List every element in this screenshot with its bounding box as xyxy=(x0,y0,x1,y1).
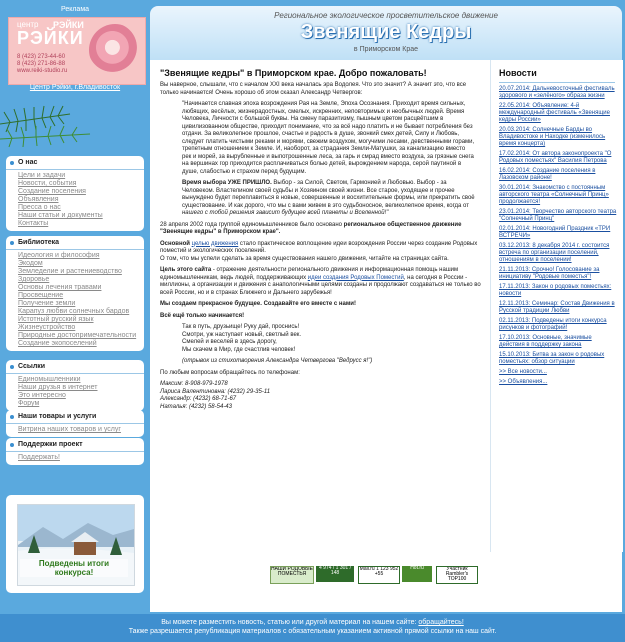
sidebar-section-title: Библиотека xyxy=(6,236,144,250)
sidebar-item-articles[interactable]: Наши статьи и документы xyxy=(18,212,103,219)
ad-label: Реклама xyxy=(60,6,90,13)
news-item[interactable]: 17.10.2013: Основные, значимые действия в поддержку закона xyxy=(499,335,592,348)
site-title[interactable]: Звенящие Кедры xyxy=(300,21,472,43)
quote-block xyxy=(182,101,476,218)
news-item[interactable]: 15.10.2013: Битва за закон о родовых поместьях: обзор ситуации xyxy=(499,352,605,365)
counter-liveinternet[interactable]: 4 974 / 1 301 / 148 xyxy=(316,566,354,582)
republish-notice: Также разрешается републикация материалов с обязательным указанием активной прямой ссылки на наш сайт. xyxy=(128,628,497,635)
sidebar-item-forum[interactable]: Форум xyxy=(18,400,40,407)
sidebar-item-bards[interactable]: Карапуз любви солнечных бардов xyxy=(18,308,130,315)
news-item[interactable]: 23.01.2014: Творчество авторского театра "Солнечный Принц" xyxy=(499,209,617,222)
publish-notice: Вы можете разместить новость, статью или другой материал на нашем сайте: обращайтесь! xyxy=(161,619,464,626)
sidebar-item-language[interactable]: Истотный русский язык xyxy=(18,316,94,323)
cedar-branch-image xyxy=(0,94,150,154)
sidebar-item-herbs[interactable]: Основы лечения травами xyxy=(18,284,102,291)
counter-mailru[interactable]: Mail.ru 1 123 952 +55 xyxy=(358,566,400,584)
sidebar-section-about xyxy=(6,156,144,231)
sidebar-item-friends[interactable]: Наши друзья в интернет xyxy=(18,384,98,391)
bottom-notice xyxy=(0,614,625,642)
intro-paragraph: Вы наверное, слышали, что с началом XXI века началась эра Водолея. Что это значит? А значит это, что все только начинается! Очень хорошо об этом сказал Александр Четвергов: xyxy=(160,82,467,96)
page-title: "Звенящие кедры" в Приморском крае. Добро пожаловать! xyxy=(160,68,427,78)
sidebar-section-links xyxy=(6,360,144,411)
sidebar-item-ads[interactable]: Объявления xyxy=(18,196,59,203)
sidebar-item-nature[interactable]: Природные достопримечательности xyxy=(18,332,137,339)
contact-us-link[interactable]: обращайтесь! xyxy=(418,619,464,626)
sidebar-item-interesting[interactable]: Это интересно xyxy=(18,392,66,399)
sidebar-section-title: Ссылки xyxy=(6,360,144,374)
sidebar-item-life[interactable]: Жизнеустройство xyxy=(18,324,76,331)
main-content xyxy=(150,60,490,552)
sidebar-item-health[interactable]: Здоровье xyxy=(18,276,50,283)
sidebar-item-land[interactable]: Получение земли xyxy=(18,300,76,307)
begin-line: Всё ещё только начинается! xyxy=(160,312,245,319)
news-item[interactable]: 20.07.2014: Дальневосточный фестиваль здорового и «зелёного» образа жизни xyxy=(499,86,615,99)
banner-word: РЭЙКИ xyxy=(53,20,84,30)
sidebar-item-showcase[interactable]: Витрина наших товаров и услуг xyxy=(18,426,121,433)
sidebar-item-likeminded[interactable]: Единомышленники xyxy=(18,376,81,383)
founding-paragraph: 28 апреля 2002 года группой единомышленников было основано региональное общественное движение "Звенящие кедры" в Приморском крае". xyxy=(160,221,462,235)
settlements-idea-link[interactable]: идеи создания Родовых Поместий xyxy=(307,274,404,281)
sidebar-item-ideology[interactable]: Идеология и философия xyxy=(18,252,100,259)
poem-source: (отрывок из стихотворения Александра Четвергова "Ведрусс я!") xyxy=(182,358,373,364)
sidebar-section-title: О нас xyxy=(6,156,144,170)
support-line: Создание и поддержка сайта: Александр Журавлёв xyxy=(301,602,471,609)
left-column xyxy=(0,0,150,642)
sidebar-item-support[interactable]: Поддержать! xyxy=(18,454,60,461)
news-title: Новости xyxy=(499,68,537,78)
sidebar-item-settlement[interactable]: Создание поселения xyxy=(18,188,86,195)
sidebar-item-ecohouse[interactable]: Экодом xyxy=(18,260,43,267)
news-item[interactable]: 30.01.2014: Знакомство с постоянным авторского театра «Солнечный Принц» продолжается! xyxy=(499,185,609,205)
reiki-ad-banner[interactable] xyxy=(8,17,146,85)
goal-link[interactable]: целью движения xyxy=(191,240,239,247)
copyright-text: © 2002-2013 Звенящие кедры в Приморском крае xyxy=(304,594,468,601)
news-item[interactable]: 22.05.2014: Объявление: 4-й международный фестиваль «Звенящие кедры России» xyxy=(499,103,610,123)
sidebar-item-education[interactable]: Просвещение xyxy=(18,292,64,299)
news-item[interactable]: 21.11.2013: Срочно! Голосование за инициативу "Родовые поместья"! xyxy=(499,267,600,280)
contest-banner[interactable] xyxy=(6,495,144,593)
poem: Так в путь, друзьище! Руку дай, проснись! Смотри, уж наступает новый, светлый век. Смелей и веселей в здесь дорогу, Мы скачем в Мир, где счастлив человек! (отрывок из стихотворения Александра Четвергова "Ведрусс я!") xyxy=(182,324,482,366)
site-goal-paragraph: Цель этого сайта - отражение деятельности регионального движения и информационная помощь нашим единомышленникам, ведь людей, поддерживающих идеи создания Родовых Поместий, на сегодня в России - миллионы, а организации и движения с анапологичными целями созданы и продолжают создаваться не только во всей России, но и в странах Ближнего и Дальнего зарубежья! xyxy=(160,267,481,296)
contacts-list: Максим: 8-908-979-1978 Лариса Валентиновна: (4232) 29-35-11 Александр: (4232) 68-71-67 Наталья: (4232) 58-54-43 xyxy=(160,381,271,410)
all-ads-link[interactable]: >> Объявления... xyxy=(499,379,548,385)
sidebar-section-library xyxy=(6,236,144,351)
quote-paragraph-1: "Начинается славная эпоха возрождения Рая на Земле, Эпоха Осознания. Приходит время сильных, любящих, весёлых, жизнерадостных, смелых, искренних, неповторимых и необычных людей. Время Человека, Личности с большой буквы. На смену паразитизму, пышным цветом расцвётшим в цивилизованном обществе, приходит понимание, что за всё надо платить и не бывает потребления без отдачи. За великолепное прошлое, счастье и радость в душе, звонкий смех детей, Силу и Любовь, следует платить чистыми реками и морями, свежим воздухом, могучими лесами, девственными горами, трепетным отношением к Земле. И, наоборот, за страдания Земли-Матушки, за канализацию вместо рек и морей, за вырубленные и выпотрошенные леса, за гарь и смрад вместо воздуха, за грязные снега на вершинах гор приходится расплачиваться болью детей, вырождением народа, серой паутиной в душе, слабостью и страхом перед будущим. xyxy=(182,101,475,175)
counter-rodovye[interactable]: НАШИ РОДОВЫЕ ПОМЕСТЬЯ xyxy=(270,566,314,584)
sidebar-item-press[interactable]: Пресса о нас xyxy=(18,204,61,211)
ad-link[interactable]: Центр Рэйки, г.Владивосток xyxy=(29,84,121,91)
header-subtitle: Региональное экологическое просветительское движение xyxy=(274,11,498,20)
sidebar-section-support xyxy=(6,438,144,465)
news-item[interactable]: 03.12.2013: 8 декабря 2014 г. состоится встреча по организации поселений, отношениям в поселении! xyxy=(499,243,610,263)
sidebar-section-goods xyxy=(6,410,144,437)
contest-caption: Подведены итоги конкурса! xyxy=(20,559,128,577)
news-item[interactable]: 16.02.2014: Создание поселения в Лазовском районе! xyxy=(499,168,596,181)
news-item[interactable]: 17.11.2013: Закон о родовых поместьях: новости xyxy=(499,284,612,297)
author-link[interactable]: Александр Журавлёв xyxy=(400,602,471,609)
goal-paragraph: Основной целью движения стало практическое воплощение идеи возрождения России через создание Родовых поместий и экологических поселений. О том, что мы успели сделать за время существования нашего движения, читайте на страницах сайта. xyxy=(160,240,478,262)
news-item[interactable]: 12.11.2013: Семинар: Состав Движения в Русской традиции Любви xyxy=(499,301,615,314)
site-header xyxy=(150,6,622,60)
counter-rambler[interactable]: Участник Rambler's TOP100 xyxy=(436,566,478,584)
news-column xyxy=(490,60,623,552)
sidebar-item-news[interactable]: Новости, события xyxy=(18,180,77,187)
banner-title: РЭЙКИ xyxy=(17,28,84,48)
news-item[interactable]: 02.01.2014: Новогодний Праздник «ТРИ ВСТРЕЧИ» xyxy=(499,226,611,239)
news-item[interactable]: 02.11.2013: Подведены итоги конкурса рисунков и фотографий! xyxy=(499,318,607,331)
sidebar-item-ecovillages[interactable]: Создание экопоселений xyxy=(18,340,97,347)
banner-center: центр xyxy=(17,20,39,29)
counter-hotru[interactable]: Hot.ru xyxy=(402,566,432,582)
copyright-block xyxy=(150,594,622,610)
news-item[interactable]: 20.03.2014: Солнечные Барды во Владивостоке и Находке (изменилось время концерта) xyxy=(499,127,606,147)
sidebar-item-contacts[interactable]: Контакты xyxy=(18,220,49,227)
sidebar-item-farming[interactable]: Земледелие и растениеводство xyxy=(18,268,122,275)
sidebar-section-title: Наши товары и услуги xyxy=(6,410,144,424)
header-region: в Приморском Крае xyxy=(353,46,419,53)
all-news-link[interactable]: >> Все новости... xyxy=(499,369,547,375)
news-item[interactable]: 17.02.2014: От автора законопроекта "О Родовых поместьях" Василия Петрова xyxy=(499,151,612,164)
sidebar-section-title: Поддержки проект xyxy=(6,438,144,452)
future-line: Мы создаем прекрасное будущее. Создавайте его вместе с нами! xyxy=(160,301,356,307)
contacts-lead: По любым вопросам обращайтесь по телефонам: xyxy=(160,369,300,376)
quote-paragraph-2: Время выбора УЖЕ ПРИШЛО. Выбор - за Силой, Светом, Гармонией и Любовью. Выбор - за Человеком. Властелином своей судьбы и Хозяином своей жизни. Все старое, уходящее и прочее вынуждено будет переплавиться в новые, совершенные и восхитительные формы, или прекратить своё существование. И как дорого, что мы с вами живем в это судьбоносное, великолепное время, когда от нашего с тобой решения зависит будущее всей планеты и Вселенной!" xyxy=(182,180,475,216)
sidebar-item-goals[interactable]: Цели и задачи xyxy=(18,172,66,179)
rose-image xyxy=(89,24,141,76)
banner-contacts: 8 (423) 273-44-60 8 (423) 271-86-88 www.reiki-studio.ru xyxy=(17,54,68,74)
